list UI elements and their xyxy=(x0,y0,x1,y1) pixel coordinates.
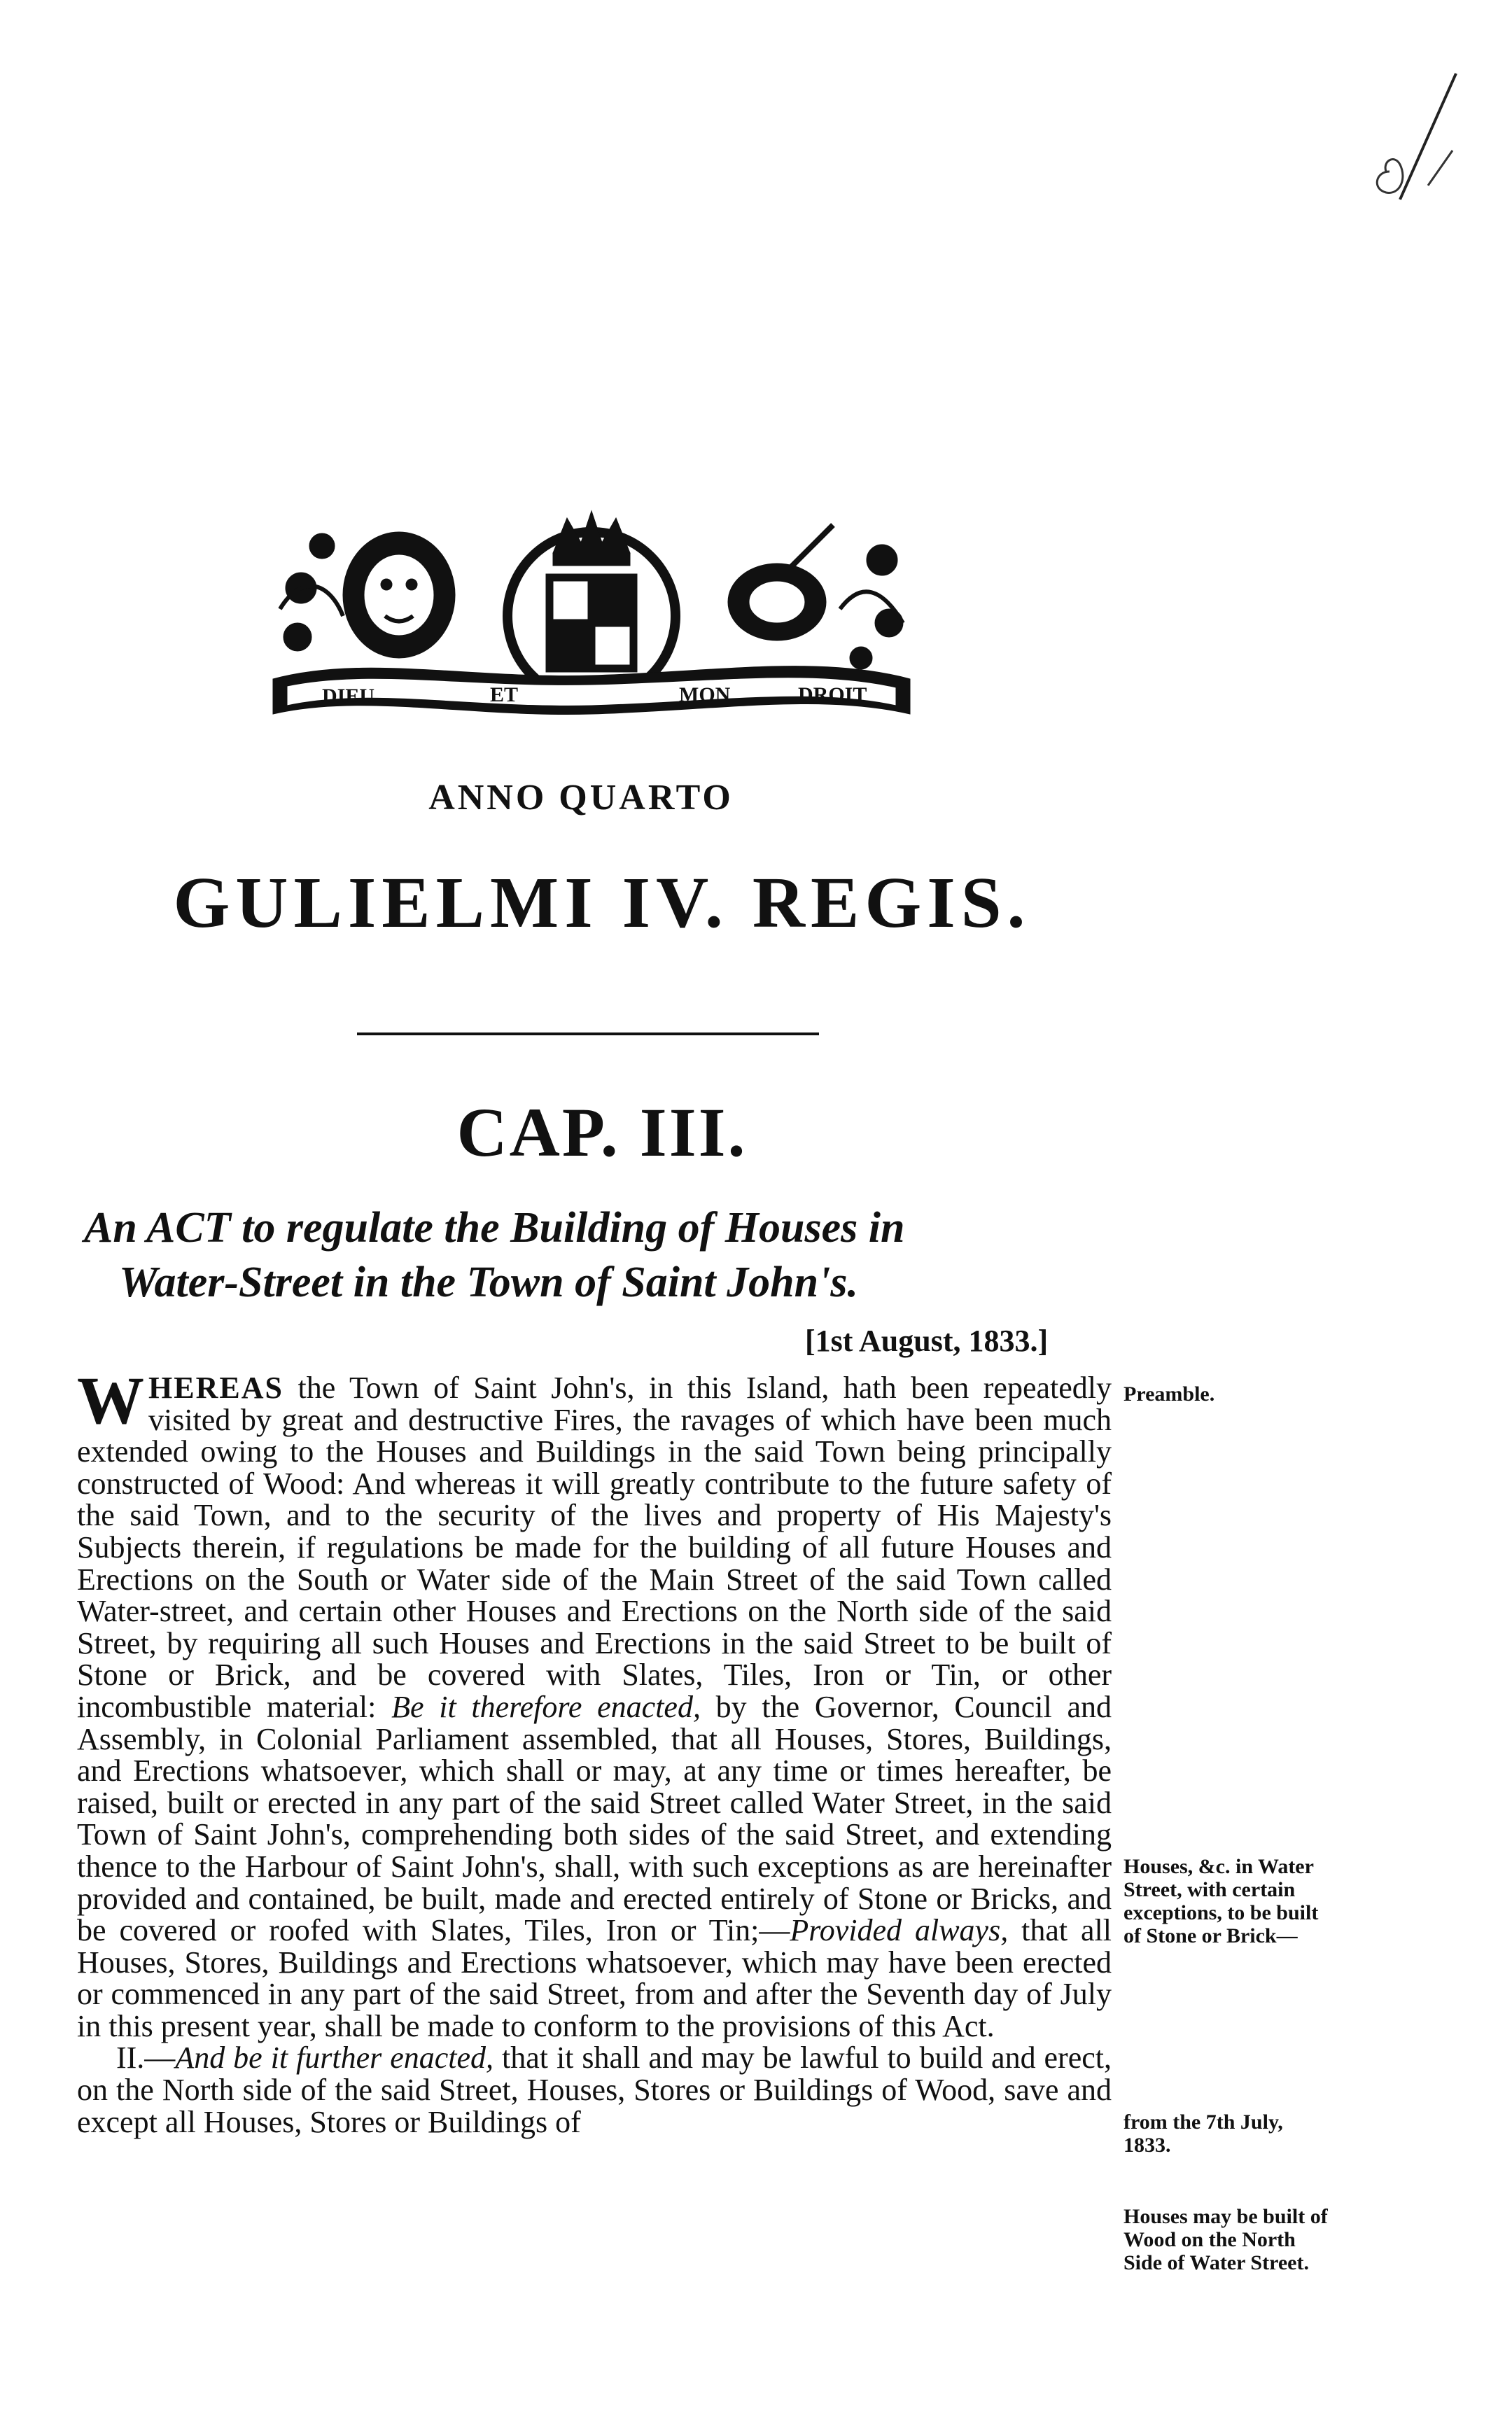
chapter-heading: CAP. III. xyxy=(456,1093,748,1171)
royal-coat-of-arms-emblem xyxy=(259,504,924,735)
enacting-clause: Be it therefore enacted, xyxy=(391,1689,701,1724)
section-2-paragraph xyxy=(77,2042,1112,2138)
act-body xyxy=(77,1363,1112,2139)
opening-word: HEREAS xyxy=(148,1371,284,1405)
section-2-enacting-clause: And be it further enacted, xyxy=(175,2040,494,2076)
motto-word: DIEU xyxy=(322,685,375,708)
divider-rule xyxy=(357,1032,819,1035)
enactment-date: [1st August, 1833.] xyxy=(805,1324,1049,1358)
preamble-text-3: that all Houses, Stores, Buildings and Erections whatsoever, which may have been erected or commenced in any part of the said Street, from and after the Seventh day of July in this present year, shall be made to conform to the provisions of this Act. xyxy=(77,1913,1112,2043)
margin-note-stone-or-brick: Houses, &c. in Water Street, with certain exceptions, to be built of Stone or Brick— xyxy=(1124,1855,1319,1947)
margin-note-preamble: Preamble. xyxy=(1124,1382,1215,1406)
motto-word: ET xyxy=(490,683,519,706)
preamble-paragraph xyxy=(77,1363,1112,2043)
drop-cap: W xyxy=(77,1363,144,1438)
regnal-year-heading: ANNO QUARTO xyxy=(428,778,734,818)
section-number: II.— xyxy=(116,2040,176,2076)
section-2-text: that it shall and may be lawful to build and erect, on the North side of the said Street, Houses, Stores or Buildings of Wood, save and except all Houses, Stores or Buildings of xyxy=(77,2040,1112,2139)
act-title-line-1: An ACT to regulate the Building of Houses in xyxy=(84,1204,905,1252)
monarch-heading: GULIELMI IV. REGIS. xyxy=(173,862,1031,943)
proviso-clause: Provided always, xyxy=(790,1913,1009,1948)
motto-word: DROIT xyxy=(798,683,867,706)
margin-note-wood-houses: Houses may be built of Wood on the North Side of Water Street. xyxy=(1124,2205,1328,2274)
act-title-line-2: Water-Street in the Town of Saint John's. xyxy=(119,1259,858,1306)
motto-word: MON xyxy=(679,683,731,706)
margin-note-from-date: from the 7th July, 1833. xyxy=(1124,2110,1283,2157)
preamble-text-1: the Town of Saint John's, in this Island, hath been repeatedly visited by great and destructive Fires, the ravages of which have been much extended owing to the Houses and Buildings in the said Town being principally constructed of Wood: And whereas it will greatly contribute to the future safety of the said Town, and to the security of the lives and property of His Majesty's Subjects therein, if regulations be made for the building of all future Houses and Erections on the South or Water side of the Main Street of the said Town called Water-street, and certain other Houses and Erections on the North side of the said Street, by requiring all such Houses and Erections in the said Street to be built of Stone or Brick, and be covered with Slates, Tiles, Iron or Tin, or other incombustible material: xyxy=(77,1371,1112,1724)
preamble-text-2: by the Governor, Council and Assembly, in Colonial Parliament assembled, that all Houses, Stores, Buildings, and Erections whatsoever, which shall or may, at any time or times hereafter, be raised, built or erected in any part of the said Street called Water Street, in the said Town of Saint John's, comprehending both sides of the said Street, and extending thence to the Harbour of Saint John's, shall, with such exceptions as are hereinafter provided and contained, be built, made and erected entirely of Stone or Bricks, and be covered or roofed with Slates, Tiles, Iron or Tin;— xyxy=(77,1689,1112,1948)
act-title xyxy=(84,1200,1120,1310)
handwritten-page-number xyxy=(1351,66,1463,206)
